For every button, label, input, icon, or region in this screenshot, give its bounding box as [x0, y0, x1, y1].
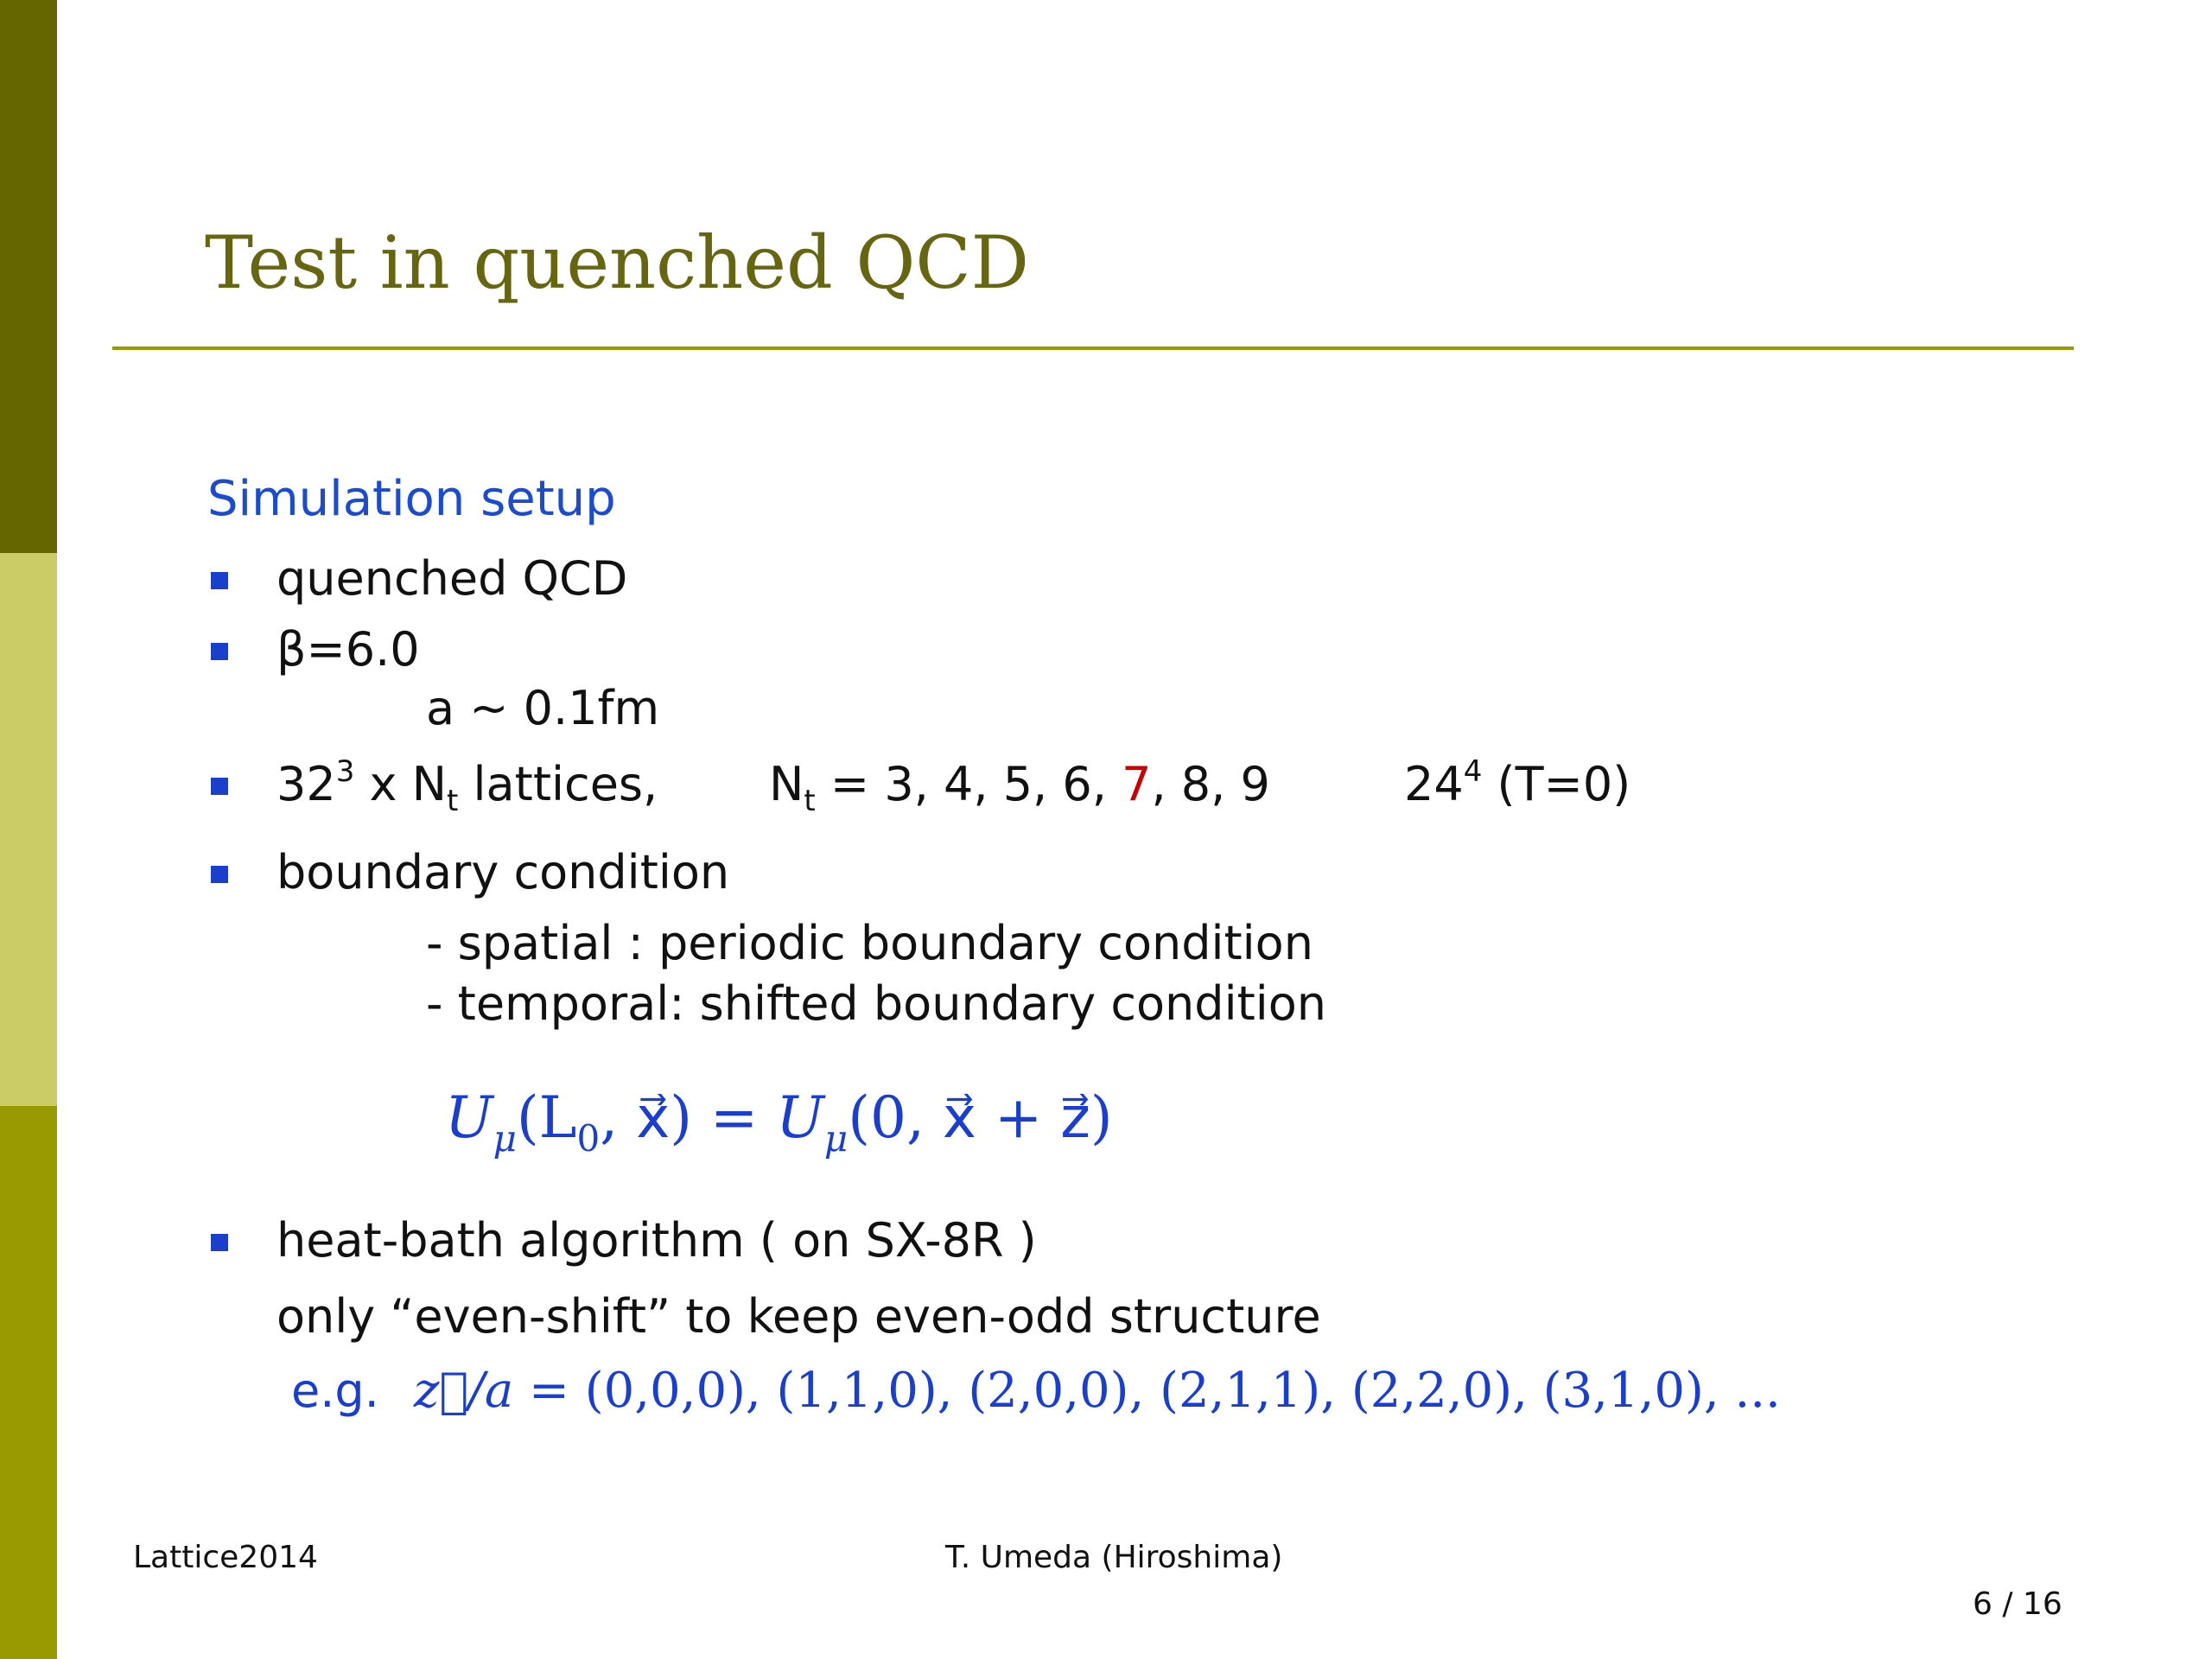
section-heading: Simulation setup [207, 471, 616, 527]
side-bar-top [0, 0, 57, 553]
bullet-text: β=6.0 [276, 622, 420, 677]
bullet-text: boundary condition [276, 845, 730, 899]
bullet-square-icon [211, 778, 228, 795]
slide-title: Test in quenched QCD [205, 220, 1029, 305]
bullet-text: quenched QCD [276, 551, 628, 606]
zero-temperature-lattice: $24^4$ (T=0) [1404, 754, 1631, 811]
shift-vector-examples [291, 1363, 1781, 1419]
page-number: 6 / 16 [1973, 1586, 2063, 1622]
example-math: z⃗/a = (0,0,0), (1,1,0), (2,0,0), (2,1,1), (2,2,0), (3,1,0), ... [413, 1363, 1781, 1419]
highlighted-nt-value: 7 [1122, 757, 1152, 811]
lattice-sizes-text: $32^3$ x $N_t$ lattices, [276, 754, 658, 818]
lattice-spacing-note: a ~ 0.1fm [426, 681, 660, 735]
shifted-boundary-equation: $U_\mu(L_0$, x⃗) = $U_\mu(0$, x⃗ + z⃗) [445, 1084, 1113, 1160]
bullet-square-icon [211, 643, 228, 660]
footer-conference: Lattice2014 [133, 1540, 318, 1575]
footer-author: T. Umeda (Hiroshima) [945, 1540, 1283, 1575]
bullet-square-icon [211, 866, 228, 883]
spatial-boundary-note: - spatial : periodic boundary condition [426, 916, 1313, 970]
title-divider [112, 346, 2074, 350]
bullet-square-icon [211, 1234, 228, 1251]
example-label: e.g. [291, 1363, 379, 1418]
even-shift-note: only “even-shift” to keep even-odd structure [276, 1289, 1321, 1344]
side-bar-middle [0, 553, 57, 1106]
bullet-text: heat-bath algorithm ( on SX-8R ) [276, 1213, 1037, 1268]
side-bar-bottom [0, 1106, 57, 1659]
nt-values-text: $N_t = 3$, 4, 5, 6, 7, 8, 9 [769, 757, 1270, 818]
bullet-square-icon [211, 572, 228, 589]
temporal-boundary-note: - temporal: shifted boundary condition [426, 976, 1327, 1031]
